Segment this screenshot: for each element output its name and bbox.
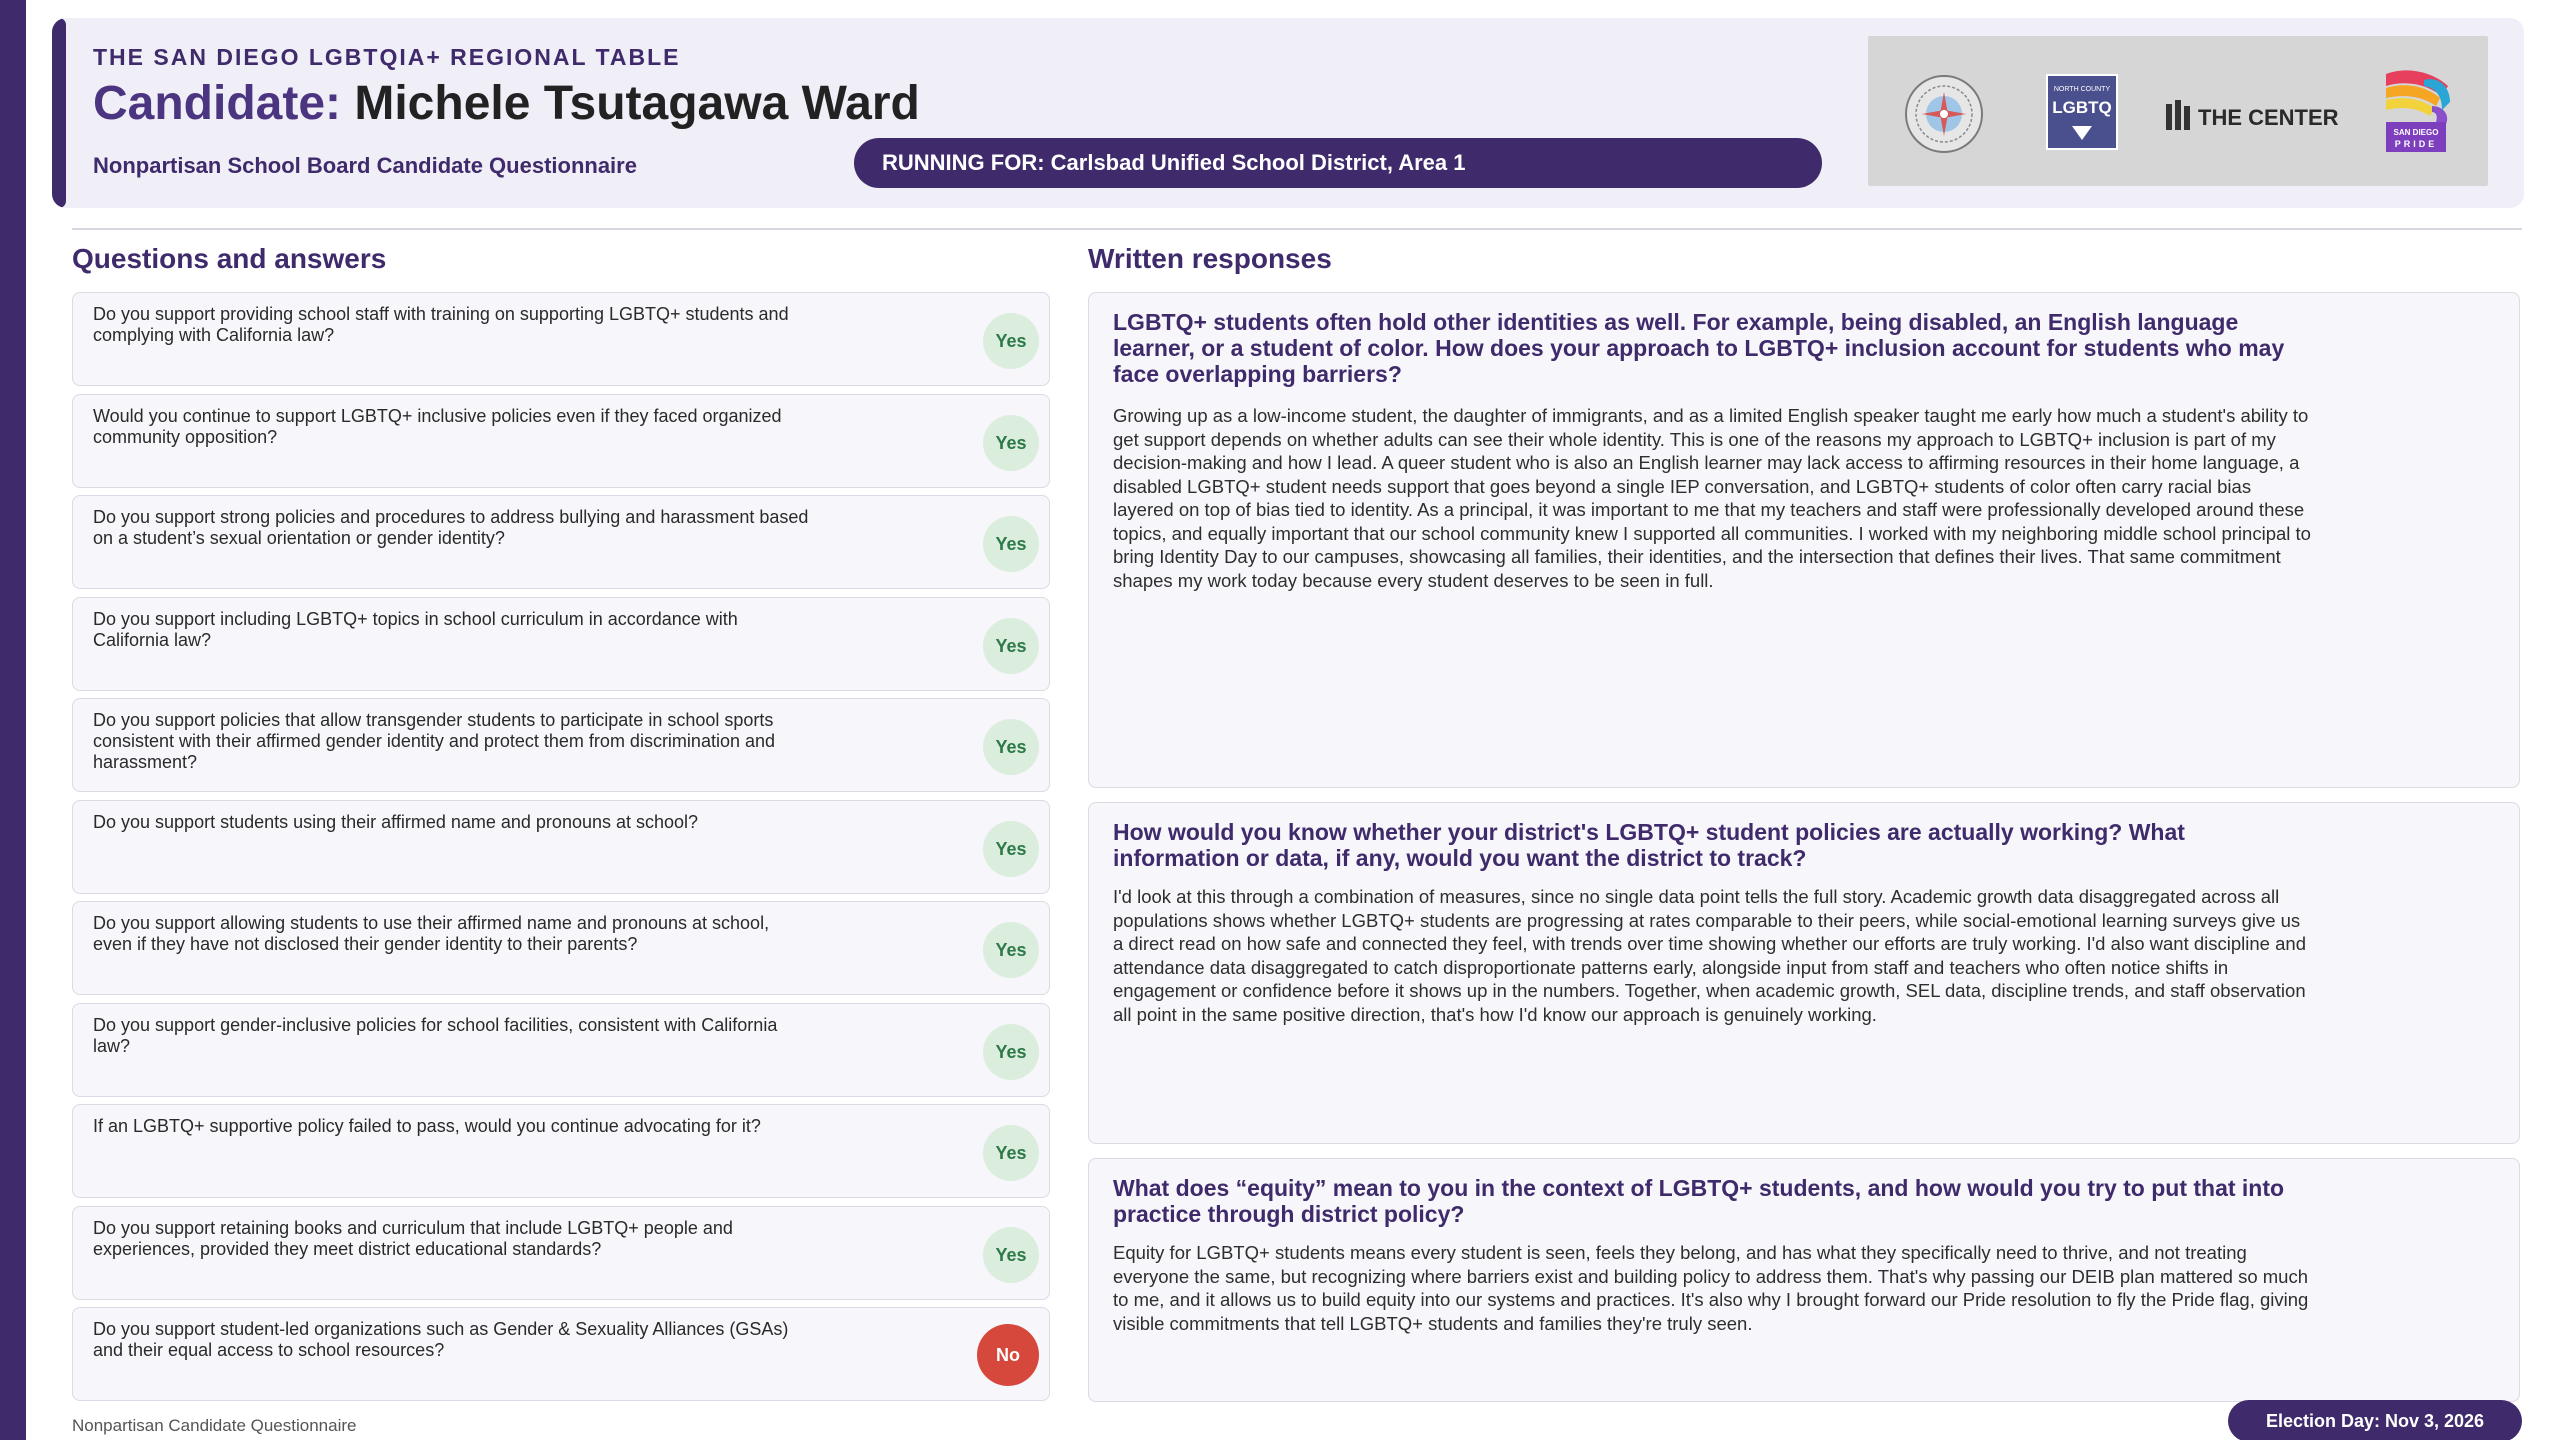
question-text: Do you support providing school staff with training on supporting LGBTQ+ students and complying with California law?: [93, 304, 789, 345]
response-question: What does “equity” mean to you in the context of LGBTQ+ students, and how would you try to put that into practice through district policy?: [1113, 1175, 2285, 1227]
san-diego-pride-logo: [2378, 66, 2454, 154]
question-card: [72, 1206, 1050, 1300]
north-county-lgbtq-logo: [2046, 74, 2118, 150]
question-text: Do you support policies that allow transgender students to participate in school sports consistent with their affirmed gender identity and protect them from discrimination and harassment?: [93, 710, 776, 772]
answer-badge: Yes: [983, 415, 1039, 471]
question-card: [72, 800, 1050, 894]
footer-label: Nonpartisan Candidate Questionnaire: [72, 1416, 357, 1435]
answer-badge: Yes: [983, 1125, 1039, 1181]
logo2-main-text: LGBTQ: [2052, 98, 2112, 117]
question-text: Do you support allowing students to use their affirmed name and pronouns at school, even if they have not disclosed their gender identity to their parents?: [93, 913, 770, 954]
the-center-logo: [2164, 98, 2344, 134]
question-card: [72, 901, 1050, 995]
question-card: [72, 597, 1050, 691]
questionnaire-subtitle: Nonpartisan School Board Candidate Questionnaire: [93, 153, 637, 178]
question-card: [72, 1307, 1050, 1401]
question-card: [72, 1003, 1050, 1097]
candidate-name: Michele Tsutagawa Ward: [354, 77, 920, 130]
question-card: [72, 698, 1050, 792]
question-text: Do you support student-led organizations such as Gender & Sexuality Alliances (GSAs) and their equal access to school resources?: [93, 1319, 789, 1360]
question-card: [72, 1104, 1050, 1198]
header-divider: [72, 228, 2522, 230]
answer-badge: Yes: [983, 1227, 1039, 1283]
question-card: [72, 495, 1050, 589]
logo3-text: THE CENTER: [2198, 105, 2339, 130]
header-accent: [52, 18, 66, 208]
response-answer: I'd look at this through a combination of measures, since no single data point tells the full story. Academic growth data disaggregated across all populations shows whether LGBTQ+ students are progressing at rates comparable to their peers, while social-emotional learning surveys give us a direct read on how safe and connected they feel, with trends over time showing whether our efforts are truly working. I'd also want discipline and attendance data disaggregated to catch disproportionate patterns early, alongside input from staff and teachers who often notice shifts in engagement or confidence before it shows up in the numbers. Together, when academic growth, SEL data, discipline trends, and staff observation all point in the same positive direction, that's how I'd know our approach is genuinely working.: [1113, 886, 2306, 1025]
logo4-top-text: SAN DIEGO: [2393, 128, 2439, 137]
answer-badge: Yes: [983, 516, 1039, 572]
header-banner: [52, 18, 2524, 208]
family-support-services-logo: [1902, 72, 1986, 156]
partner-logos: [1868, 36, 2488, 186]
left-accent-bar: [0, 0, 26, 1440]
question-text: Do you support strong policies and procedures to address bullying and harassment based on a student’s sexual orientation or gender identity?: [93, 507, 809, 548]
question-text: Do you support including LGBTQ+ topics in school curriculum in accordance with California law?: [93, 608, 738, 650]
answer-badge: Yes: [983, 1024, 1039, 1080]
answer-badge: Yes: [983, 618, 1039, 674]
question-text: Would you continue to support LGBTQ+ inclusive policies even if they faced organized community opposition?: [93, 405, 782, 447]
response-answer: Equity for LGBTQ+ students means every student is seen, feels they belong, and has what they specifically need to thrive, and not treating everyone the same, but recognizing where barriers exist and building policy to address them. That's why passing our DEIB plan mattered so much to me, and it allows us to build equity into our systems and practices. It's also why I brought forward our Pride resolution to fly the Pride flag, giving visible commitments that tell LGBTQ+ students and families they're truly seen.: [1113, 1242, 2309, 1334]
logo2-top-text: NORTH COUNTY: [2053, 86, 2111, 93]
question-text: If an LGBTQ+ supportive policy failed to pass, would you continue advocating for it?: [93, 1116, 761, 1136]
question-card: [72, 292, 1050, 386]
question-text: Do you support retaining books and curriculum that include LGBTQ+ people and experiences, provided they meet district educational standards?: [93, 1217, 733, 1259]
running-for-pill: RUNNING FOR: Carlsbad Unified School District, Area 1: [854, 138, 1822, 188]
questions-section-title: Questions and answers: [72, 243, 387, 274]
question-text: Do you support students using their affirmed name and pronouns at school?: [93, 811, 699, 832]
answer-badge: No: [977, 1324, 1039, 1386]
logo4-bottom-text: PRIDE: [2394, 139, 2438, 149]
election-day-pill: Election Day: Nov 3, 2026: [2228, 1400, 2522, 1440]
candidate-label: Candidate:: [93, 77, 342, 130]
response-question: How would you know whether your district's LGBTQ+ student policies are actually working? What information or data, if any, would you want the district to track?: [1113, 819, 2185, 871]
response-answer: Growing up as a low-income student, the daughter of immigrants, and as a limited English speaker taught me early how much a student's ability to get support depends on whether adults can see their whole identity. This is one of the reasons my approach to LGBTQ+ inclusion is part of my decision-making and how I lead. A queer student who is also an English learner may lack access to affirming resources in their home language, a disabled LGBTQ+ student needs support that goes beyond a single IEP conversation, and LGBTQ+ students of color often carry racial bias layered on top of bias tied to identity. As a principal, it was important to me that my teachers and staff were professionally developed around these topics, and equally important that our school community knew I supported all communities. I worked with my neighboring middle school principal to bring Identity Day to our campuses, showcasing all families, their identities, and the intersection that defines their lives. That same commitment shapes my work today because every student deserves to be seen in full.: [1113, 405, 2311, 591]
answer-badge: Yes: [983, 821, 1039, 877]
org-name: THE SAN DIEGO LGBTQIA+ REGIONAL TABLE: [93, 44, 681, 70]
answer-badge: Yes: [983, 313, 1039, 369]
answer-badge: Yes: [983, 719, 1039, 775]
response-card: [1088, 292, 2520, 788]
candidate-title: [93, 76, 920, 131]
response-question: LGBTQ+ students often hold other identities as well. For example, being disabled, an English language learner, or a student of color. How does your approach to LGBTQ+ inclusion account for students who may face overlapping barriers?: [1113, 309, 2285, 387]
response-card: [1088, 802, 2520, 1144]
question-card: [72, 394, 1050, 488]
responses-section-title: Written responses: [1088, 243, 1332, 274]
response-card: [1088, 1158, 2520, 1402]
answer-badge: Yes: [983, 922, 1039, 978]
questions-list: [72, 292, 1050, 1409]
question-text: Do you support gender-inclusive policies for school facilities, consistent with California law?: [93, 1014, 778, 1056]
